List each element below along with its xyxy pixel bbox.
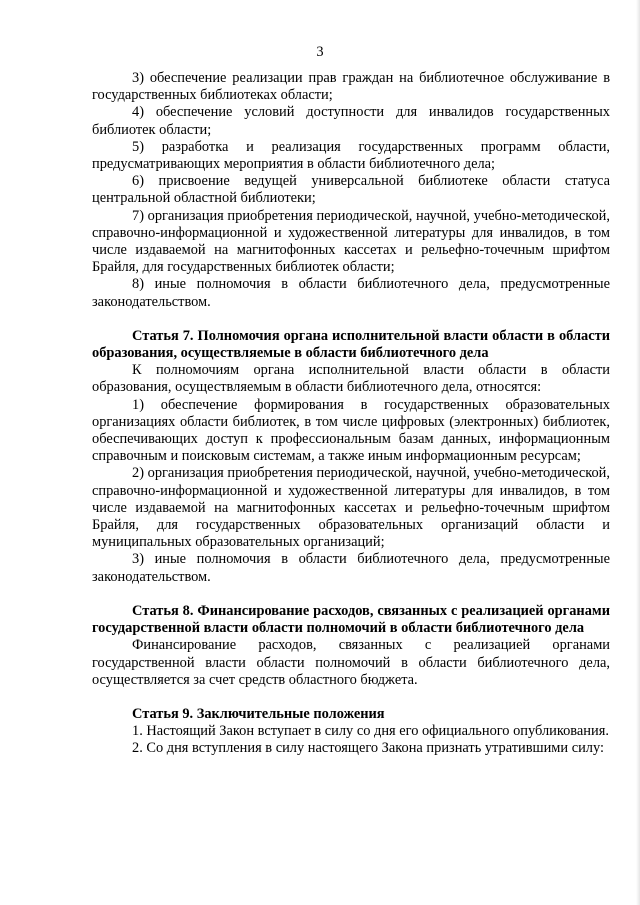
article-8-heading: Статья 8. Финансирование расходов, связанных с реализацией органами государственной власти области полномочий в области библиотечного дела <box>92 602 610 637</box>
article-7-item-1: 1) обеспечение формирования в государственных образовательных организациях области библиотек, в том числе цифровых (электронных) библиотек, обеспечивающих доступ к профессиональным базам данных, информационным справочным и поисковым системам, а также иным информационным ресурсам; <box>92 396 610 465</box>
article-7-intro: К полномочиям органа исполнительной власти области в области образования, осуществляемым в области библиотечного дела, относятся: <box>92 362 610 396</box>
section-spacer <box>92 311 610 328</box>
item-8: 8) иные полномочия в области библиотечного дела, предусмотренные законодательством. <box>92 276 610 310</box>
article-9-heading: Статья 9. Заключительные положения <box>132 705 385 722</box>
section-spacer <box>92 586 610 603</box>
item-6: 6) присвоение ведущей универсальной библиотеке области статуса центральной областной библиотеки; <box>92 173 610 207</box>
article-9-paragraph-2: 2. Со дня вступления в силу настоящего Закона признать утратившими силу: <box>132 740 604 757</box>
document-body <box>92 70 610 758</box>
article-9-paragraph-1: 1. Настоящий Закон вступает в силу со дня его официального опубликования. <box>132 723 609 740</box>
item-5: 5) разработка и реализация государственных программ области, предусматривающих мероприятия в области библиотечного дела; <box>92 138 610 173</box>
item-7: 7) организация приобретения периодической, научной, учебно-методической, справочно-информационной и художественной литературы для инвалидов, в том числе издаваемой на магнитофонных кассетах и рельефно-точечным шрифтом Брайля, для государственных библиотек области; <box>92 207 610 276</box>
section-spacer <box>92 689 610 706</box>
article-7-item-2: 2) организация приобретения периодической, научной, учебно-методической, справочно-информационной и художественной литературы для инвалидов, в том числе издаваемой на магнитофонных кассетах и рельефно-точечным шрифтом Брайля, для государственных образовательных организаций области и муниципальных образовательных организаций; <box>92 465 610 551</box>
page-number: 3 <box>316 44 324 60</box>
article-7-heading: Статья 7. Полномочия органа исполнительной власти области в области образования, осуществляемые в области библиотечного дела <box>92 327 610 362</box>
item-4: 4) обеспечение условий доступности для инвалидов государственных библиотек области; <box>92 104 610 138</box>
item-3: 3) обеспечение реализации прав граждан на библиотечное обслуживание в государственных библиотеках области; <box>92 70 610 104</box>
article-7-item-3: 3) иные полномочия в области библиотечного дела, предусмотренные законодательством. <box>92 551 610 585</box>
page-edge-shadow <box>636 0 640 905</box>
article-8-text: Финансирование расходов, связанных с реализацией органами государственной власти области полномочий в области библиотечного дела, осуществляется за счет средств областного бюджета. <box>92 637 610 688</box>
